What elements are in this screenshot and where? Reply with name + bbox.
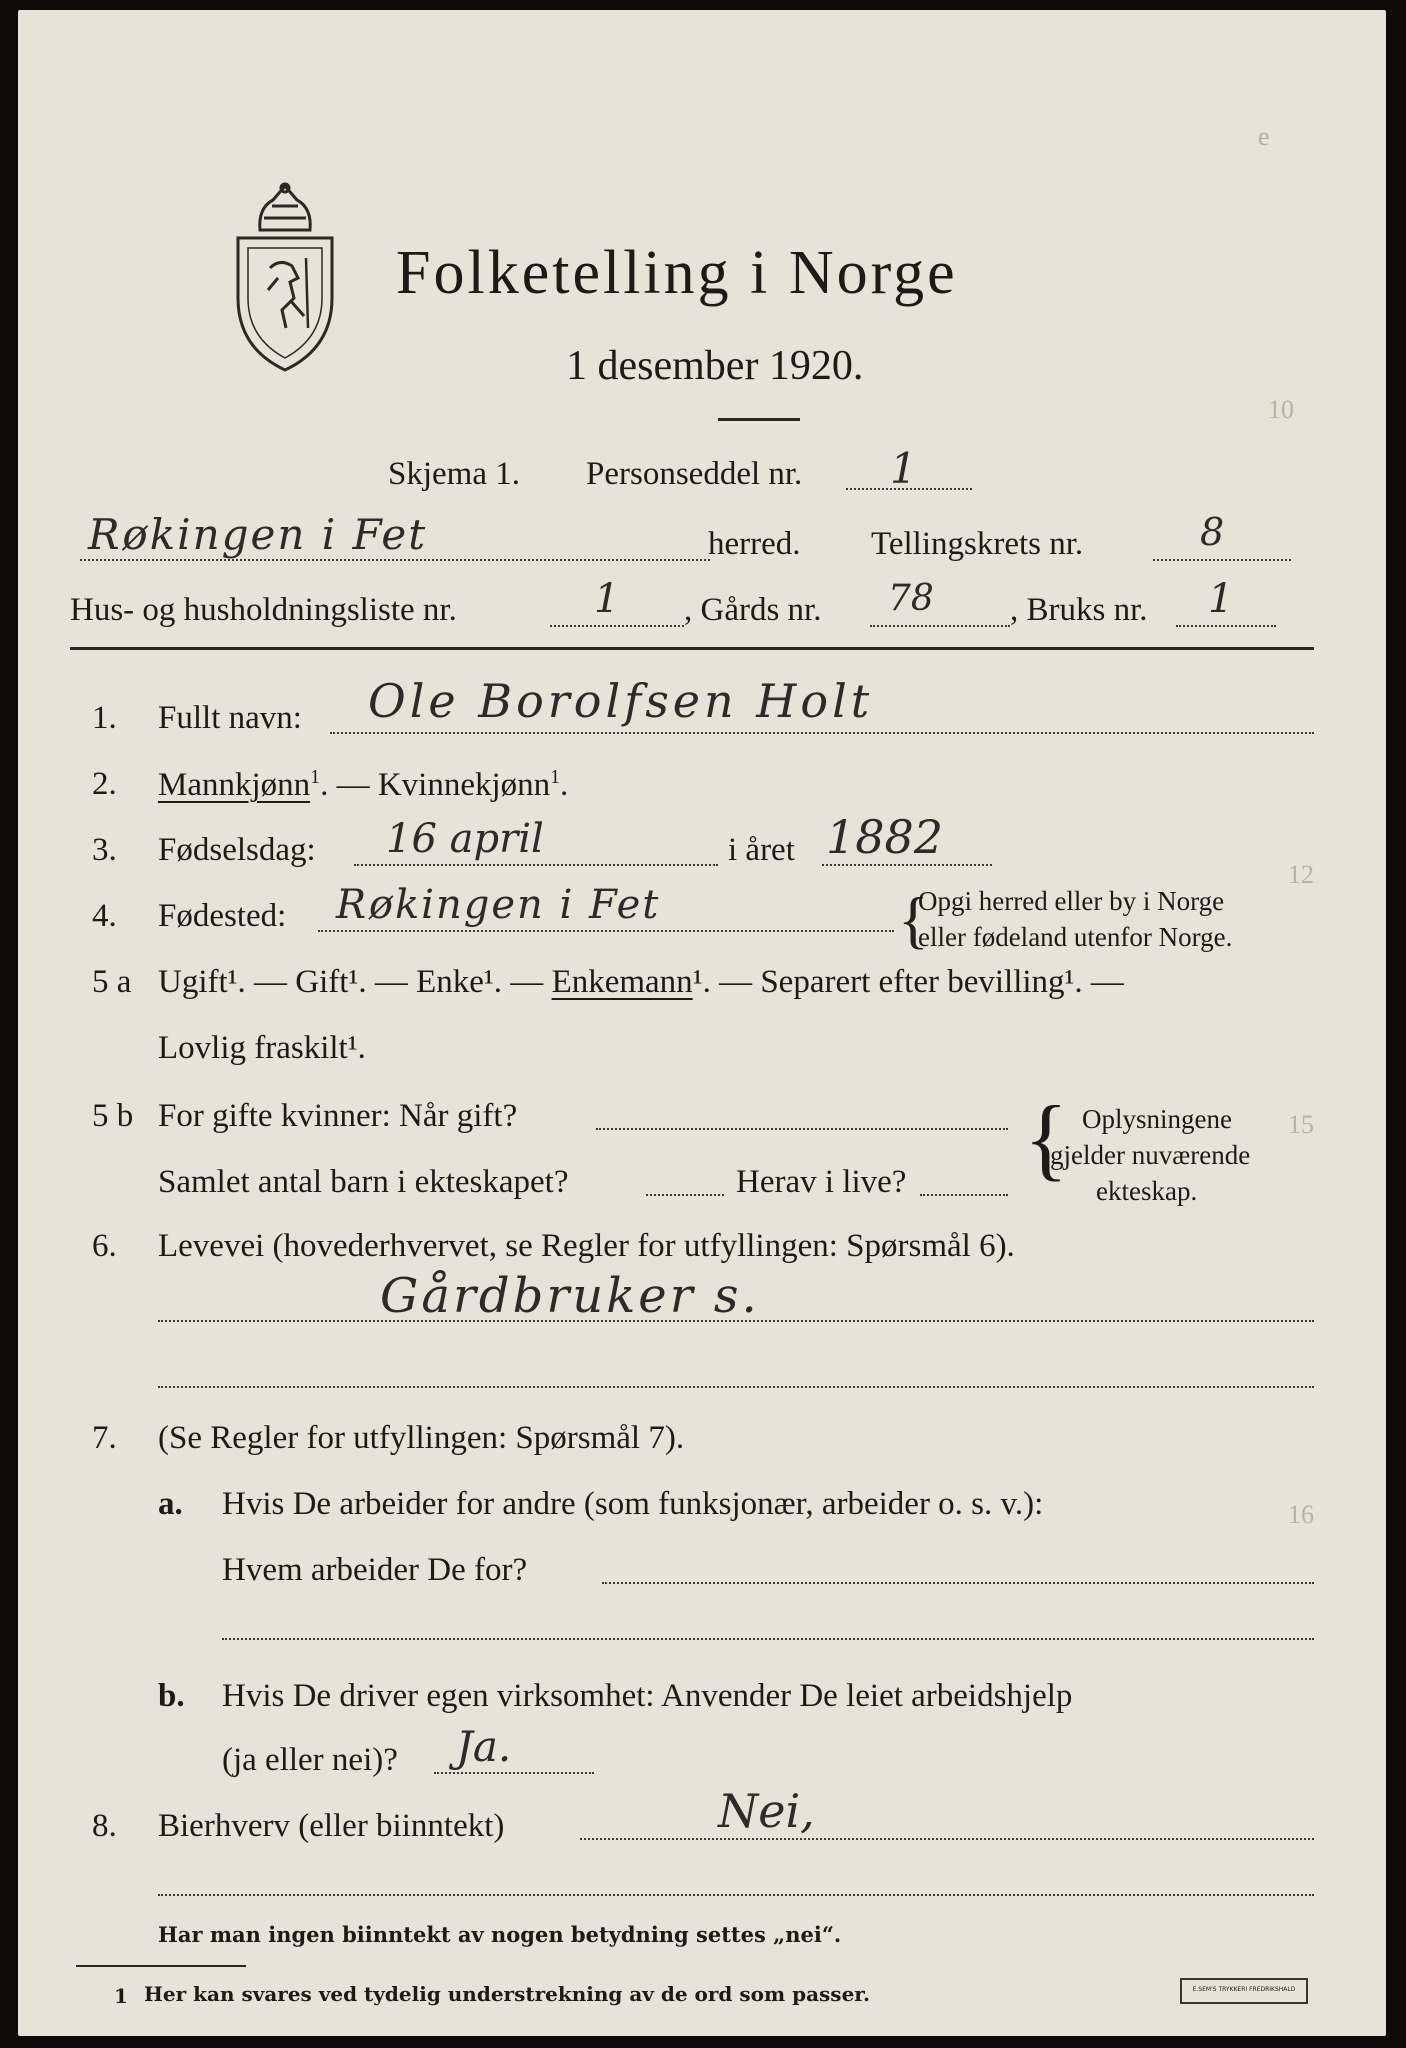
birth-year-field — [822, 864, 992, 866]
personseddel-value: 1 — [890, 444, 917, 493]
q1-number: 1. — [92, 700, 117, 736]
occupation-field-line2 — [158, 1386, 1314, 1388]
q6-label: Levevei (hovederhvervet, se Regler for utfyllingen: Spørsmål 6). — [158, 1228, 1015, 1264]
birthplace-note-line1: Opgi herred eller by i Norge — [918, 886, 1225, 916]
children-alive-label: Herav i live? — [736, 1164, 907, 1200]
q7b-hired-help-label: (ja eller nei)? — [222, 1742, 398, 1778]
q7-label: (Se Regler for utfyllingen: Spørsmål 7). — [158, 1420, 685, 1456]
full-name-value: Ole Borolfsen Holt — [368, 674, 874, 728]
q7a-employer-label: Hvem arbeider De for? — [222, 1552, 528, 1588]
q2-sex-options: Mannkjønn$^1$. — Kvinnekjønn$^1$. — [158, 766, 569, 803]
divorced-option: Lovlig fraskilt¹. — [158, 1030, 366, 1066]
census-form-page — [18, 10, 1386, 2036]
tellingskrets-label: Tellingskrets nr. — [871, 526, 1084, 562]
q8-number: 8. — [92, 1808, 117, 1844]
married-when-field — [596, 1128, 1008, 1130]
children-count-field — [646, 1194, 724, 1196]
side-income-note: Har man ingen biinntekt av nogen betydning settes „nei“. — [158, 1922, 842, 1947]
footnote-text: Her kan svares ved tydelig understrekning av de ord som passer. — [144, 1982, 870, 2006]
husholdningsliste-field — [550, 625, 684, 627]
form-title: Folketelling i Norge — [396, 239, 958, 307]
q5a-number: 5 a — [92, 964, 132, 1000]
q3-label: Fødselsdag: — [158, 832, 316, 868]
skjema-label: Skjema 1. — [388, 456, 520, 492]
personseddel-label: Personseddel nr. — [586, 456, 803, 492]
herred-field — [80, 559, 710, 561]
herred-label: herred. — [708, 526, 801, 562]
gards-value: 78 — [888, 578, 934, 619]
marriage-note-line1: Oplysningene — [1082, 1104, 1232, 1134]
occupation-field-line1 — [158, 1320, 1314, 1322]
q4-label: Fødested: — [158, 898, 287, 934]
marital-status-options: Ugift¹. — Gift¹. — Enke¹. — Enkemann¹. — Separert efter bevilling¹. — — [158, 964, 1124, 1000]
hired-help-value: Ja. — [456, 1722, 512, 1771]
employer-field-line1 — [602, 1582, 1314, 1584]
birth-year-value: 1882 — [826, 810, 944, 864]
widower-option: Enkemann — [551, 964, 693, 1000]
gards-field — [870, 625, 1010, 627]
husholdningsliste-label: Hus- og husholdningsliste nr. — [70, 592, 457, 628]
q5b-married-when-label: For gifte kvinner: Når gift? — [158, 1098, 518, 1134]
printer-stamp: E.SEM'S TRYKKERI FREDRIKSHALD — [1180, 1978, 1308, 2004]
q6-number: 6. — [92, 1228, 117, 1264]
q8-label: Bierhverv (eller biinntekt) — [158, 1808, 505, 1844]
bleed-through-text: 15 — [1288, 1110, 1314, 1139]
female-option: Kvinnekjønn — [377, 767, 551, 803]
q7b-text: Hvis De driver egen virksomhet: Anvender De leiet arbeidshjelp — [222, 1678, 1073, 1714]
husholdningsliste-value: 1 — [594, 576, 620, 622]
bleed-through-text: e — [1258, 122, 1270, 151]
birth-year-label: i året — [728, 832, 795, 868]
norwegian-coat-of-arms-icon — [228, 178, 342, 378]
q3-number: 3. — [92, 832, 117, 868]
male-option: Mannkjønn — [158, 767, 311, 803]
children-alive-field — [920, 1194, 1008, 1196]
birthplace-note-line2: eller fødeland utenfor Norge. — [918, 922, 1233, 952]
footnote-mark: 1 — [114, 1984, 128, 2008]
full-name-field — [330, 732, 1314, 734]
bleed-through-text: 16 — [1288, 1500, 1314, 1529]
q7-number: 7. — [92, 1420, 117, 1456]
hired-help-field — [434, 1772, 594, 1774]
occupation-value: Gårdbruker s. — [380, 1268, 760, 1324]
birthplace-field — [318, 930, 894, 932]
birthday-field — [354, 864, 718, 866]
gards-label: , Gårds nr. — [684, 592, 822, 628]
bruks-label: , Bruks nr. — [1010, 592, 1148, 628]
marriage-note-brace: { — [1024, 1087, 1069, 1189]
q1-label: Fullt navn: — [158, 700, 302, 736]
bleed-through-text: 12 — [1288, 860, 1314, 889]
header-separator — [70, 647, 1314, 650]
bruks-field — [1176, 625, 1276, 627]
side-income-field-line1 — [580, 1838, 1314, 1840]
side-income-field-line2 — [158, 1894, 1314, 1896]
marriage-note-line3: ekteskap. — [1096, 1176, 1198, 1206]
side-income-value: Nei, — [718, 1784, 815, 1838]
q4-number: 4. — [92, 898, 117, 934]
birthplace-value: Røkingen i Fet — [336, 882, 661, 928]
census-date: 1 desember 1920. — [566, 343, 864, 389]
tellingskrets-field — [1153, 559, 1291, 561]
birthday-value: 16 april — [386, 816, 544, 862]
q7b-letter: b. — [158, 1678, 185, 1714]
title-divider — [718, 418, 800, 421]
marriage-note-line2: gjelder nuværende — [1050, 1140, 1251, 1170]
birthplace-note-brace: { — [898, 884, 929, 955]
bruks-value: 1 — [1208, 576, 1234, 622]
employer-field-line2 — [222, 1638, 1314, 1640]
q2-number: 2. — [92, 766, 117, 802]
q5b-number: 5 b — [92, 1098, 134, 1134]
herred-value: Røkingen i Fet — [88, 510, 428, 559]
bleed-through-text: 10 — [1268, 395, 1294, 424]
tellingskrets-value: 8 — [1200, 510, 1225, 554]
footnote-rule — [76, 1965, 246, 1967]
q7a-text: Hvis De arbeider for andre (som funksjonær, arbeider o. s. v.): — [222, 1486, 1044, 1522]
children-count-label: Samlet antal barn i ekteskapet? — [158, 1164, 569, 1200]
q7a-letter: a. — [158, 1486, 183, 1522]
